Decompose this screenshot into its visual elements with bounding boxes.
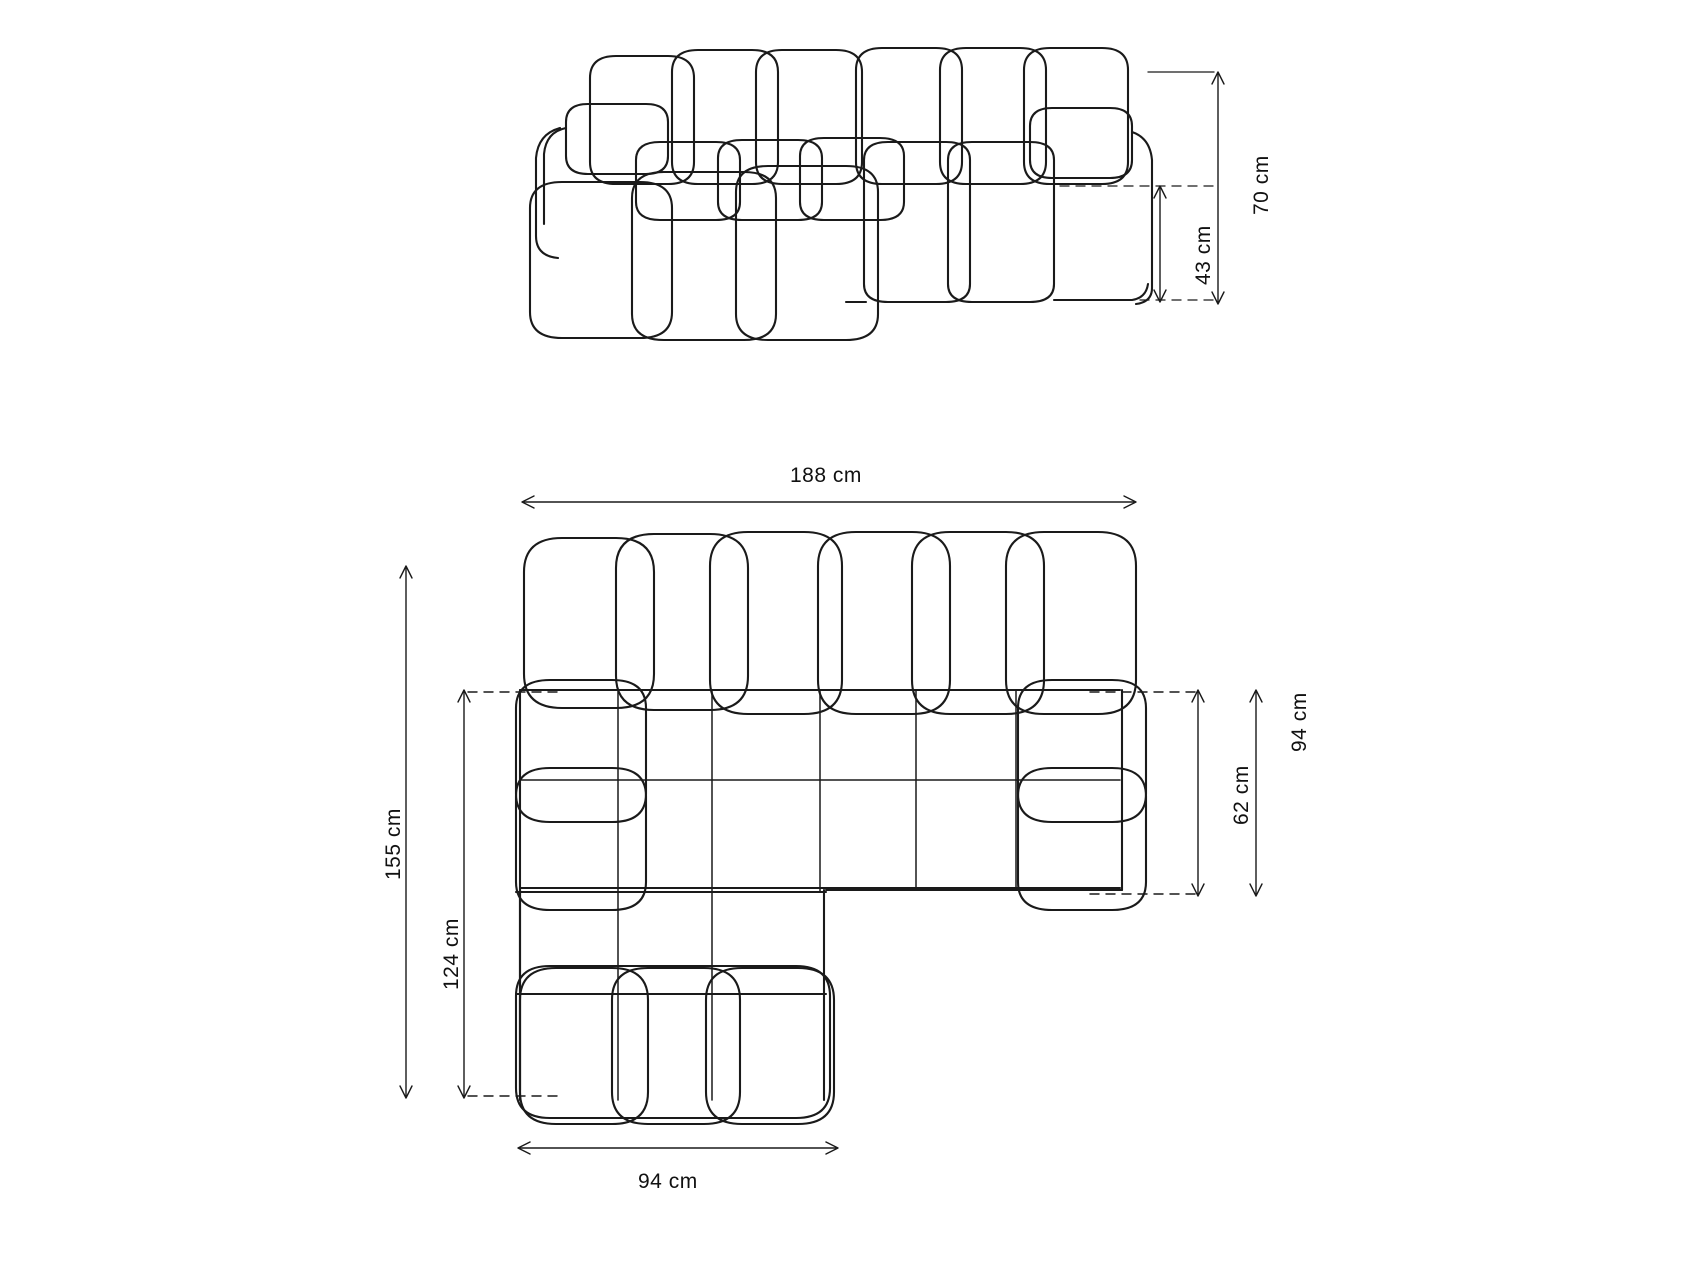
- label-width-left-module: 94 cm: [638, 1170, 698, 1193]
- dim-43: [1154, 186, 1166, 302]
- label-depth-total: 155 cm: [382, 808, 405, 880]
- dim-188: [522, 496, 1136, 508]
- front-elevation-group: [530, 48, 1220, 340]
- dim-124: [458, 690, 564, 1098]
- label-seat-depth-right: 62 cm: [1230, 765, 1253, 825]
- label-seat-height: 43 cm: [1192, 225, 1215, 285]
- top-plan-group: [516, 532, 1146, 1124]
- dim-94-bottom: [518, 1142, 838, 1154]
- label-width-total: 188 cm: [790, 464, 862, 487]
- label-depth-inner: 124 cm: [440, 918, 463, 990]
- label-depth-right-module: 94 cm: [1288, 692, 1311, 752]
- label-height-total: 70 cm: [1250, 155, 1273, 215]
